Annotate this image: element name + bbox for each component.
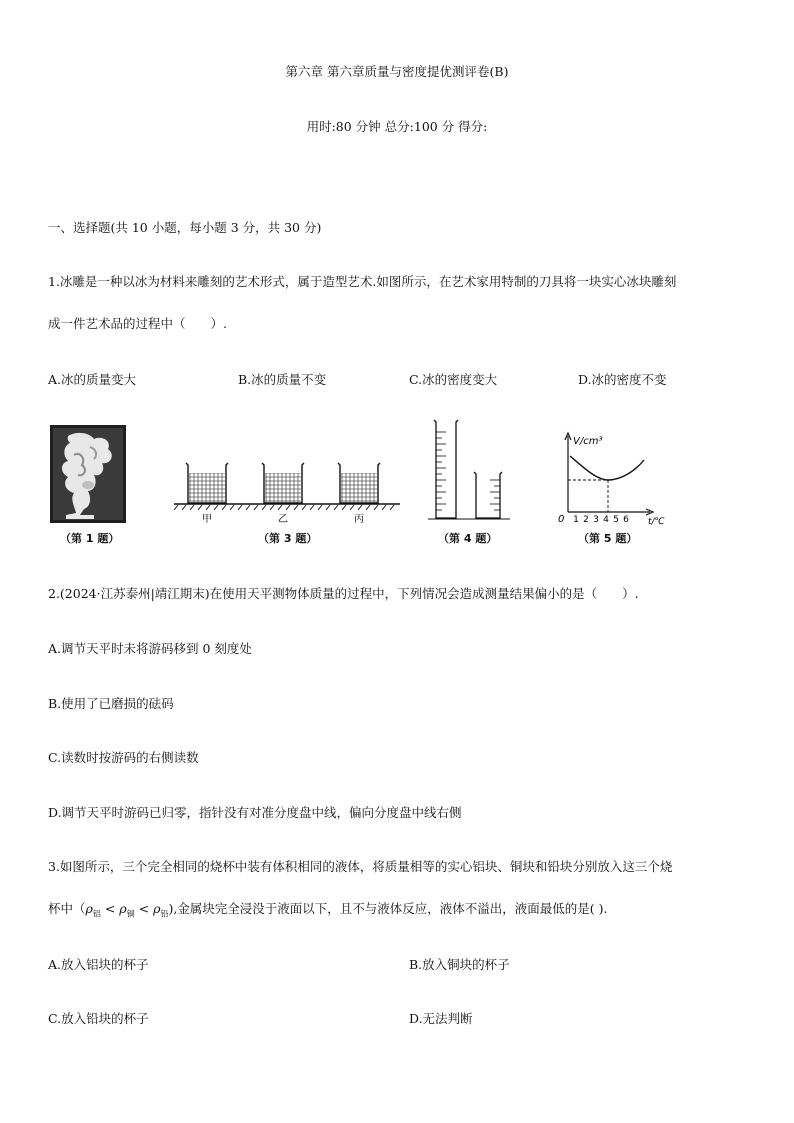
q1-stem-line1: 1.冰雕是一种以冰为材料来雕刻的艺术形式，属于造型艺术.如图所示，在艺术家用特制的刀具将一块实心冰块雕刻 [48, 274, 677, 289]
measuring-cylinder-figure [428, 418, 510, 524]
ice-sculpture-image [50, 425, 126, 523]
q3-line2-suffix: ),金属块完全浸没于液面以下，且不与液体反应，液体不溢出，液面最低的是( ). [168, 901, 608, 916]
caption-q1: （第 1 题） [60, 532, 120, 545]
beaker-jia [186, 463, 228, 503]
beaker-label-yi: 乙 [278, 514, 288, 525]
q3-line2-prefix: 杯中（ [48, 901, 86, 916]
rho-lead: ρ [153, 901, 161, 916]
x-tick-3: 3 [593, 515, 599, 525]
q2-option-a: A.调节天平时未将游码移到 0 刻度处 [48, 641, 252, 656]
q3-option-a: A.放入铝块的杯子 [48, 957, 149, 972]
q3-option-b: B.放入铜块的杯子 [409, 957, 510, 972]
beaker-bing [338, 463, 380, 503]
q1-option-a: A.冰的质量变大 [48, 372, 137, 387]
q3-option-d: D.无法判断 [409, 1011, 473, 1026]
beaker-label-bing: 丙 [354, 514, 364, 525]
beaker-yi [262, 463, 304, 503]
x-axis-label: t/℃ [648, 517, 665, 526]
q1-option-b: B.冰的质量不变 [238, 372, 327, 387]
q3-stem-line2 [48, 899, 608, 920]
q3-stem-line1: 3.如图所示，三个完全相同的烧杯中装有体积相同的液体，将质量相等的实心铝块、铜块和铅块分别放入这三个烧 [48, 859, 673, 874]
subscript-aluminum: 铝 [92, 909, 101, 919]
x-tick-2: 2 [583, 515, 589, 525]
exam-info: 用时:80 分钟 总分:100 分 得分: [306, 119, 488, 134]
measuring-cylinder [434, 420, 458, 518]
x-tick-1: 1 [573, 515, 579, 525]
q1-stem-line2: 成一件艺术品的过程中（ ）. [48, 316, 227, 331]
y-axis-label: V/cm³ [573, 436, 603, 447]
subscript-lead: 铅 [160, 909, 169, 919]
q2-option-c: C.读数时按游码的右侧读数 [48, 750, 199, 765]
section-heading: 一、选择题(共 10 小题，每小题 3 分，共 30 分) [48, 220, 322, 235]
q3-option-c: C.放入铅块的杯子 [48, 1011, 149, 1026]
q2-stem: 2.(2024·江苏泰州|靖江期末)在使用天平测物体质量的过程中，下列情况会造成测量结果偏小的是（ ）. [48, 586, 639, 601]
less-than-1: < [100, 901, 120, 916]
graduated-beaker [474, 472, 502, 518]
subscript-copper: 铜 [126, 909, 135, 919]
less-than-2: < [134, 901, 154, 916]
x-tick-6: 6 [623, 515, 629, 525]
page-title: 第六章 第六章质量与密度提优测评卷(B) [285, 64, 509, 79]
volume-temperature-graph [556, 430, 676, 526]
caption-q3: （第 3 题） [258, 532, 318, 545]
q1-option-d: D.冰的密度不变 [578, 372, 667, 387]
x-tick-4: 4 [603, 515, 609, 525]
origin-label: 0 [558, 514, 565, 525]
volume-curve [570, 456, 644, 480]
rho-aluminum: ρ [85, 901, 93, 916]
q2-option-b: B.使用了已磨损的砝码 [48, 696, 174, 711]
beakers-figure [172, 455, 404, 525]
x-tick-5: 5 [613, 515, 619, 525]
caption-q4: （第 4 题） [438, 532, 498, 545]
q2-option-d: D.调节天平时游码已归零，指针没有对准分度盘中线，偏向分度盘中线右侧 [48, 805, 462, 820]
rho-copper: ρ [119, 901, 127, 916]
beaker-label-jia: 甲 [202, 514, 212, 525]
caption-q5: （第 5 题） [578, 532, 638, 545]
q1-option-c: C.冰的密度变大 [409, 372, 498, 387]
